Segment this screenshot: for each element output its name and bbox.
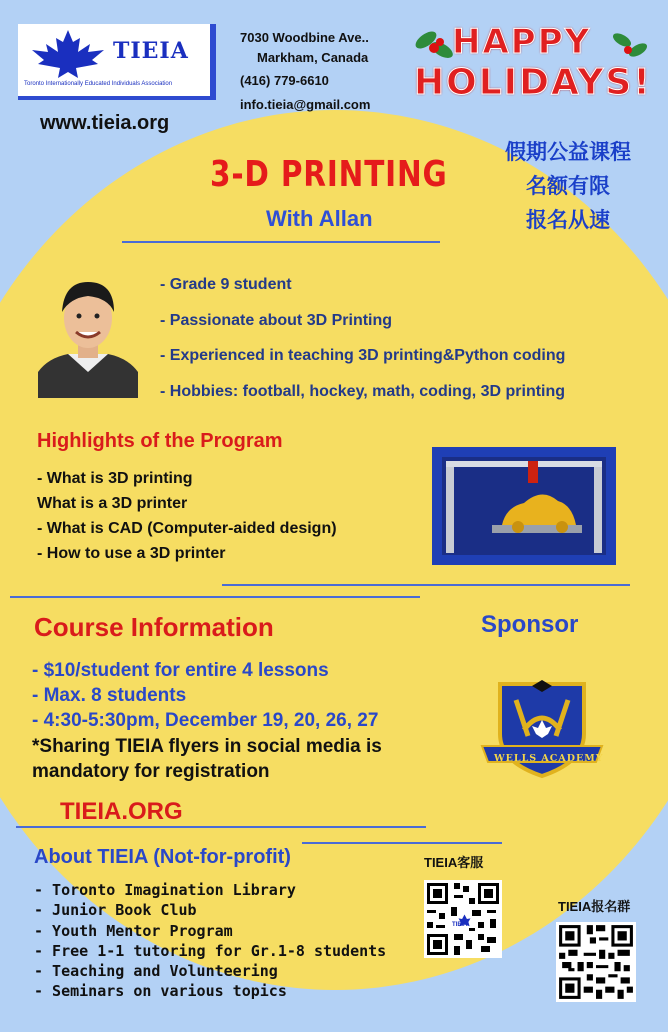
list-item: - What is CAD (Computer-aided design): [37, 520, 337, 537]
bullet-item: - Grade 9 student: [160, 276, 292, 293]
divider: [122, 241, 440, 243]
list-item: - Max. 8 students: [32, 685, 187, 706]
tieia-logo: [18, 24, 216, 100]
maple-leaf-icon: [28, 28, 108, 80]
tieia-org-link[interactable]: TIEIA.ORG: [60, 798, 183, 825]
bullet-item: - Passionate about 3D Printing: [160, 311, 393, 329]
qr-code-signup[interactable]: [556, 922, 636, 1002]
sponsor-badge-text: WELLS ACADEMY: [494, 753, 604, 764]
website-link[interactable]: www.tieia.org: [40, 112, 170, 134]
about-heading: About TIEIA (Not-for-profit): [34, 846, 291, 868]
list-item: - 4:30-5:30pm, December 19, 20, 26, 27: [32, 710, 379, 731]
divider: [222, 584, 630, 586]
holly-icon-right: [610, 26, 650, 66]
highlights-heading: Highlights of the Program: [37, 430, 283, 452]
holiday-line-1: HAPPY: [452, 22, 592, 62]
holiday-line-2: HOLIDAYS!: [414, 62, 652, 103]
logo-title: TIEIA: [113, 38, 189, 64]
qr-center-label: TIEIA: [452, 922, 468, 928]
chinese-line-1: 假期公益课程: [505, 141, 631, 164]
logo-full-name: Toronto Internationally Educated Individuals Association: [24, 81, 173, 87]
page-subtitle: With Allan: [266, 206, 373, 231]
course-heading: Course Information: [34, 612, 274, 642]
3d-printer-image: [432, 447, 616, 565]
qr-service-label: TIEIA客服: [424, 855, 484, 870]
page-title: 3-D PRINTING: [210, 154, 448, 195]
qr-code-service[interactable]: [424, 880, 502, 958]
instructor-avatar: [38, 272, 138, 398]
divider: [302, 842, 502, 844]
list-item: - $10/student for entire 4 lessons: [32, 660, 329, 681]
list-item: What is a 3D printer: [37, 495, 188, 512]
sponsor-heading: Sponsor: [481, 611, 579, 638]
list-item: - Teaching and Volunteering: [34, 962, 278, 981]
address-line-2: Markham, Canada: [257, 50, 369, 65]
chinese-line-3: 报名从速: [526, 209, 610, 232]
course-list: [32, 658, 378, 733]
list-item: - Youth Mentor Program: [34, 921, 233, 940]
bullet-item: - Hobbies: football, hockey, math, coding, 3D printing: [160, 382, 566, 400]
bullet-item: - Experienced in teaching 3D printing&Python coding: [160, 347, 566, 364]
phone: (416) 779-6610: [240, 73, 329, 88]
divider: [16, 826, 426, 828]
list-item: - What is 3D printing: [37, 470, 193, 487]
about-list: [34, 880, 386, 1002]
chinese-line-2: 名额有限: [526, 175, 610, 198]
list-item: - How to use a 3D printer: [37, 545, 226, 562]
list-item: - Free 1-1 tutoring for Gr.1-8 students: [34, 941, 387, 960]
address-line-1: 7030 Woodbine Ave..: [240, 30, 369, 45]
highlights-list: [37, 466, 337, 566]
divider: [10, 596, 420, 598]
sponsor-badge: [480, 676, 604, 782]
list-item: - Seminars on various topics: [34, 982, 287, 1001]
mandatory-note: *Sharing TIEIA flyers in social media is mandatory for registration: [32, 736, 382, 782]
instructor-bullets: [160, 276, 565, 418]
email-link[interactable]: info.tieia@gmail.com: [240, 97, 371, 112]
qr-signup-label: TIEIA报名群: [558, 899, 631, 914]
list-item: - Toronto Imagination Library: [34, 881, 296, 899]
list-item: - Junior Book Club: [34, 901, 197, 920]
